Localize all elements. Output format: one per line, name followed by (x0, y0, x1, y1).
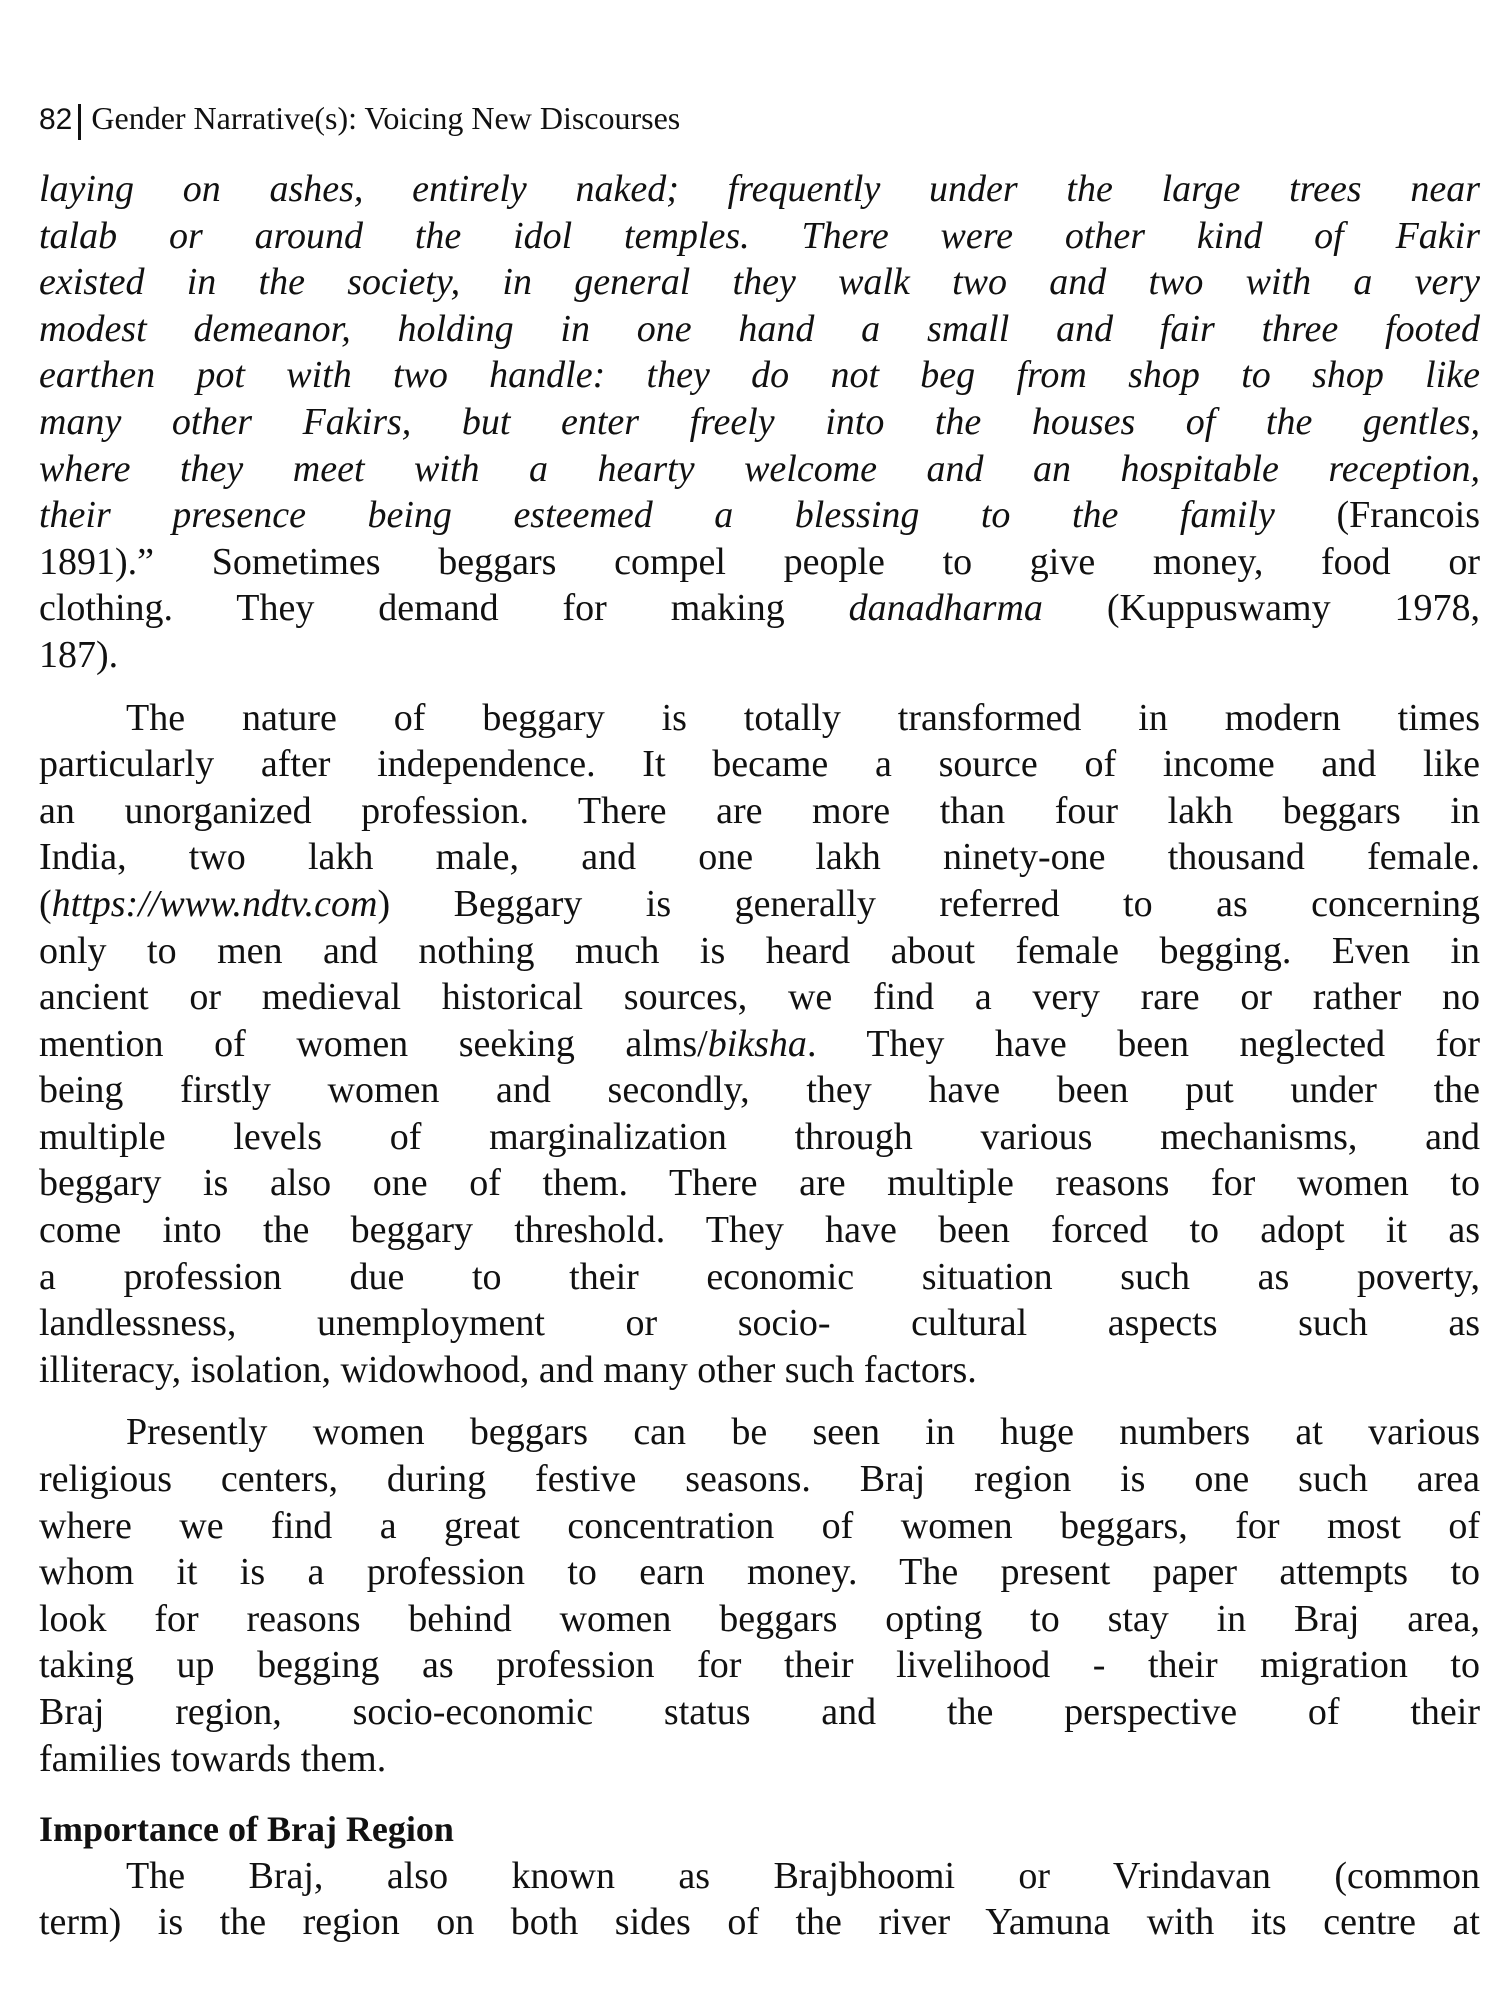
text: clothing. They demand for making (39, 587, 849, 630)
text-line (39, 585, 1480, 632)
text: The Braj, also known as Brajbhoomi or Vrindavan (common (126, 1854, 1480, 1897)
page-number: 82 (39, 103, 73, 136)
running-header (39, 95, 680, 141)
text-line (39, 1207, 1480, 1254)
text-line (39, 1853, 1480, 1900)
text-line (39, 1503, 1480, 1550)
italic-text: existed in the society, in general they walk two and two with a very (39, 261, 1480, 304)
text: being firstly women and secondly, they have been put under the (39, 1069, 1480, 1112)
text: Presently women beggars can be seen in huge numbers at various (126, 1411, 1480, 1454)
text-line (39, 1642, 1480, 1689)
italic-text: their presence being esteemed a blessing to the family (39, 494, 1275, 537)
text-line (39, 1899, 1480, 1946)
text-line (39, 306, 1480, 353)
text-line (39, 259, 1480, 306)
text-line (39, 446, 1480, 493)
text: multiple levels of marginalization through various mechanisms, and (39, 1115, 1480, 1158)
text: where we find a great concentration of women beggars, for most of (39, 1504, 1480, 1547)
text: landlessness, unemployment or socio- cultural aspects such as (39, 1302, 1480, 1345)
italic-text: biksha (707, 1022, 807, 1065)
text: . They have been neglected for (806, 1022, 1480, 1065)
italic-text: many other Fakirs, but enter freely into the houses of the gentles, (39, 400, 1480, 443)
text: particularly after independence. It became a source of income and like (39, 743, 1480, 786)
text: look for reasons behind women beggars opting to stay in Braj area, (39, 1597, 1480, 1640)
text-line (39, 741, 1480, 788)
text: term) is the region on both sides of the river Yamuna with its centre at (39, 1901, 1480, 1944)
italic-text: danadharma (848, 587, 1043, 630)
text-line (39, 399, 1480, 446)
text-line (39, 632, 1480, 679)
text: beggary is also one of them. There are multiple reasons for women to (39, 1162, 1480, 1205)
text-line (39, 974, 1480, 1021)
text: a profession due to their economic situation such as poverty, (39, 1255, 1480, 1298)
text: 187). (39, 633, 119, 676)
text: ) Beggary is generally referred to as concerning (377, 882, 1480, 925)
text-line (39, 1456, 1480, 1503)
italic-text: where they meet with a hearty welcome and an hospitable reception, (39, 447, 1480, 490)
text-line (39, 1596, 1480, 1643)
text-line (39, 695, 1480, 742)
text: India, two lakh male, and one lakh ninety-one thousand female. (39, 836, 1480, 879)
text: ancient or medieval historical sources, we find a very rare or rather no (39, 976, 1480, 1019)
header-divider (78, 104, 81, 140)
italic-text: talab or around the idol temples. There were other kind of Fakir (39, 214, 1480, 257)
text-line (39, 834, 1480, 881)
text: The nature of beggary is totally transformed in modern times (126, 696, 1480, 739)
text: taking up begging as profession for their livelihood - their migration to (39, 1644, 1480, 1687)
text: mention of women seeking alms/ (39, 1022, 708, 1065)
page-body (39, 166, 1480, 1946)
text: religious centers, during festive seasons. Braj region is one such area (39, 1458, 1480, 1501)
text-line (39, 881, 1480, 928)
book-title: Gender Narrative(s): Voicing New Discourses (91, 100, 681, 136)
text-line (39, 1114, 1480, 1161)
italic-text: https://www.ndtv.com (51, 882, 378, 925)
section-heading: Importance of Braj Region (39, 1809, 454, 1850)
paragraph (39, 695, 1480, 1394)
text: 1891).” Sometimes beggars compel people to give money, food or (39, 540, 1480, 583)
paragraph (39, 166, 1480, 679)
italic-text: earthen pot with two handle: they do not beg from shop to shop like (39, 354, 1480, 397)
text: only to men and nothing much is heard about female begging. Even in (39, 929, 1480, 972)
text-line (39, 1067, 1480, 1114)
paragraphs-before-heading (39, 166, 1480, 1782)
text-line (39, 492, 1480, 539)
text: Braj region, socio-economic status and the perspective of their (39, 1691, 1480, 1733)
text-line (39, 788, 1480, 835)
paragraph (39, 1409, 1480, 1782)
text-line (39, 1160, 1480, 1207)
text: whom it is a profession to earn money. The present paper attempts to (39, 1551, 1480, 1594)
text-line (39, 1736, 1480, 1783)
text: (Kuppuswamy 1978, (1042, 587, 1480, 630)
text-line (39, 352, 1480, 399)
text-line (39, 928, 1480, 975)
text-line (39, 213, 1480, 260)
text-line (39, 1021, 1480, 1068)
italic-text: modest demeanor, holding in one hand a small and fair three footed (39, 307, 1480, 350)
italic-text: laying on ashes, entirely naked; frequently under the large trees near (39, 168, 1480, 210)
text: an unorganized profession. There are more than four lakh beggars in (39, 789, 1480, 832)
text-line (39, 1347, 1480, 1394)
text-line (39, 1549, 1480, 1596)
text-line (39, 1409, 1480, 1456)
paragraph (39, 1853, 1480, 1946)
text: illiteracy, isolation, widowhood, and many other such factors. (39, 1348, 977, 1391)
text-line (39, 166, 1480, 213)
text: come into the beggary threshold. They have been forced to adopt it as (39, 1209, 1480, 1252)
text-line (39, 539, 1480, 586)
text: families towards them. (39, 1737, 387, 1780)
text: ( (39, 882, 52, 925)
text-line (39, 1689, 1480, 1736)
text-line (39, 1300, 1480, 1347)
text: (Francois (1274, 494, 1480, 537)
paragraphs-after-heading (39, 1853, 1480, 1946)
text-line (39, 1254, 1480, 1301)
